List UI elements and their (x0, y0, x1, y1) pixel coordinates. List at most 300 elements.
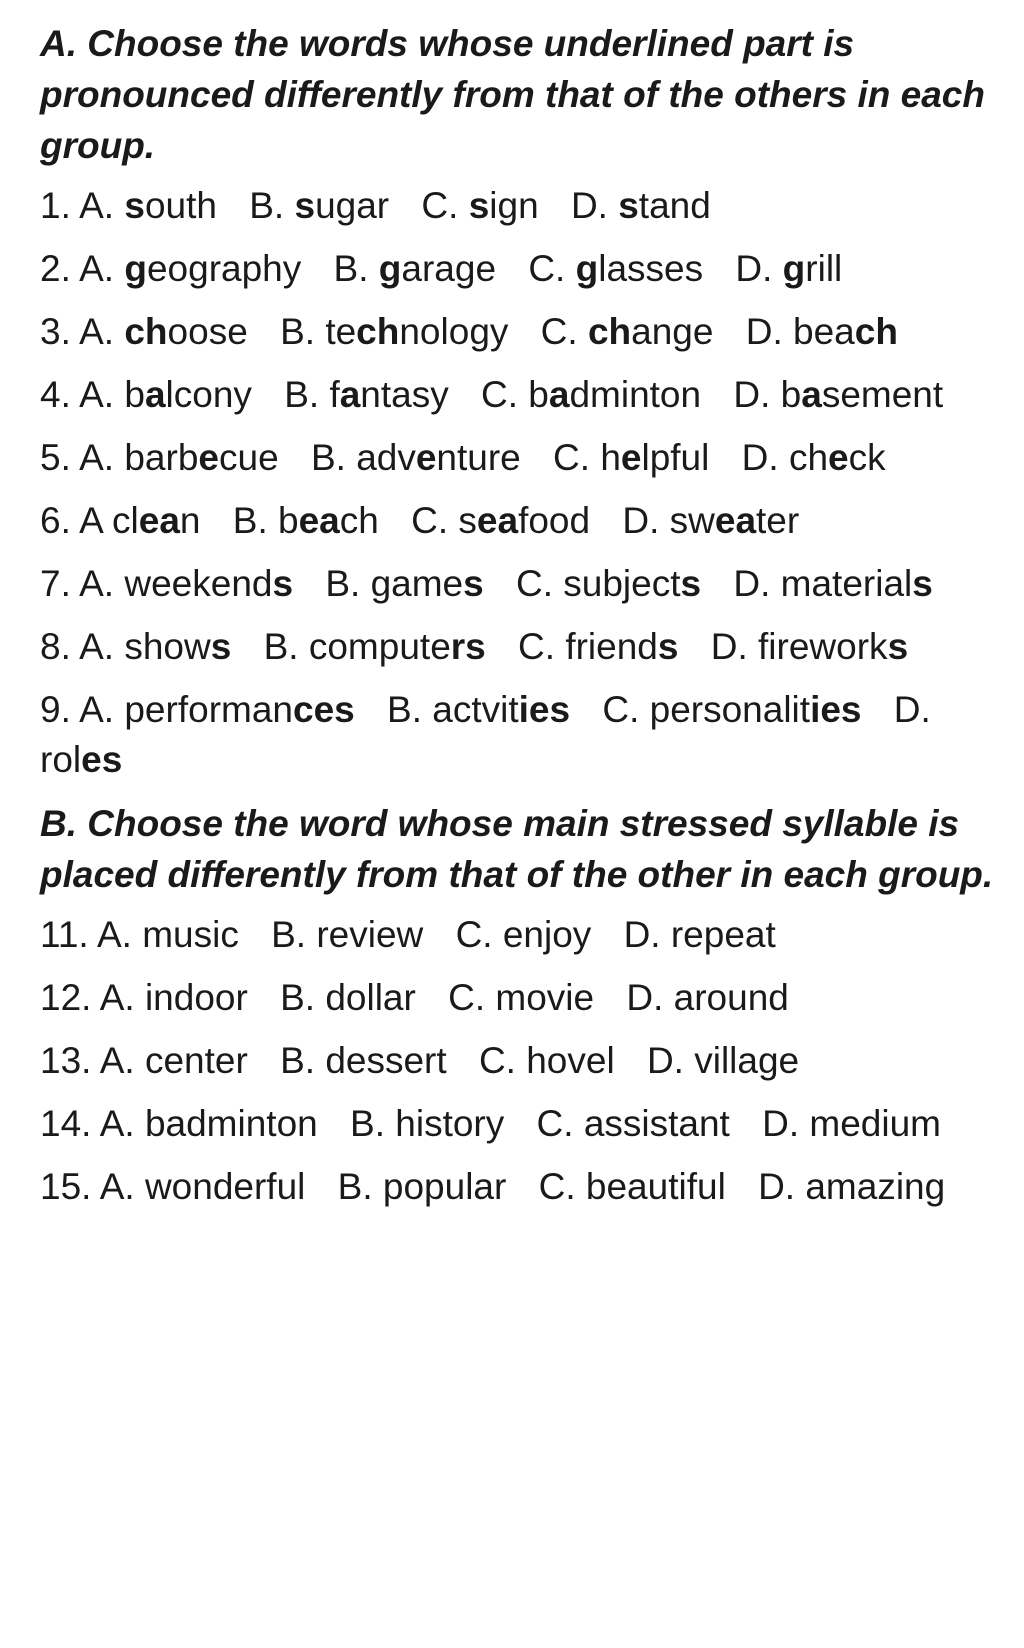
highlighted-letters: ea (476, 500, 519, 541)
highlighted-letters: ch (356, 311, 400, 352)
option-word (371, 563, 484, 604)
option-word (124, 626, 231, 667)
word-part: amazing (805, 1166, 946, 1207)
answer-option (518, 626, 678, 667)
answer-option (528, 248, 703, 289)
question-item (40, 559, 1000, 609)
option-word (650, 689, 862, 730)
highlighted-letters: a (548, 374, 570, 415)
answer-option (233, 500, 379, 541)
word-part: s (458, 500, 477, 541)
highlighted-letters: s (463, 563, 484, 604)
answer-option (746, 311, 898, 352)
option-letter: D. (893, 689, 931, 730)
option-word (576, 248, 704, 289)
option-word (124, 185, 217, 226)
option-word (793, 311, 898, 352)
highlighted-letters: s (657, 626, 679, 667)
option-word (458, 500, 590, 541)
option-letter: B. (280, 1040, 316, 1081)
question-number: 5. (40, 437, 71, 478)
option-letter: C. (528, 248, 566, 289)
section-a-questions (40, 181, 1000, 785)
option-letter: D. (733, 374, 771, 415)
highlighted-letters: ea (298, 500, 340, 541)
word-part: dminton (569, 374, 702, 415)
highlighted-letters: rs (450, 626, 486, 667)
word-part: ange (631, 311, 714, 352)
word-part: ugar (315, 185, 390, 226)
option-letter: A. (79, 185, 115, 226)
option-word (325, 1040, 446, 1081)
answer-option (79, 563, 293, 604)
question-item (40, 1099, 1000, 1149)
option-word (124, 311, 247, 352)
option-letter: A. (96, 914, 132, 955)
highlighted-letters: e (620, 437, 642, 478)
word-part: village (694, 1040, 800, 1081)
answer-option (79, 500, 200, 541)
option-letter: C. (481, 374, 519, 415)
answer-option (338, 1166, 507, 1207)
option-letter: A. (79, 437, 115, 478)
option-letter: D. (762, 1103, 800, 1144)
highlighted-letters: ea (138, 500, 180, 541)
option-letter: D. (745, 311, 783, 352)
word-part: bea (793, 311, 855, 352)
highlighted-letters: s (468, 185, 490, 226)
option-word (145, 1040, 248, 1081)
highlighted-letters: e (828, 437, 849, 478)
option-letter: C. (553, 437, 591, 478)
answer-option (249, 185, 389, 226)
answer-option (79, 437, 279, 478)
question-item (40, 910, 1000, 960)
option-word (495, 977, 594, 1018)
question-number: 4. (40, 374, 71, 415)
question-number: 9. (40, 689, 71, 730)
word-part: nology (399, 311, 509, 352)
word-part: b (124, 374, 145, 415)
option-letter: C. (516, 563, 553, 604)
word-part: rol (40, 739, 82, 780)
answer-option (711, 626, 908, 667)
highlighted-letters: g (378, 248, 402, 289)
question-item (40, 181, 1000, 231)
highlighted-letters: s (124, 185, 145, 226)
answer-option (79, 374, 252, 415)
answer-option (602, 689, 861, 730)
word-part: beautiful (585, 1166, 726, 1207)
answer-option (571, 185, 711, 226)
option-letter: A. (79, 311, 115, 352)
answer-option (516, 563, 701, 604)
question-item (40, 622, 1000, 672)
word-part: b (780, 374, 802, 415)
option-letter: C. (602, 689, 640, 730)
option-letter: C. (478, 1040, 516, 1081)
highlighted-letters: g (575, 248, 599, 289)
answer-option (411, 500, 590, 541)
question-number: 13. (40, 1040, 92, 1081)
highlighted-letters: g (124, 248, 147, 289)
word-part: performan (124, 689, 293, 730)
answer-option (280, 977, 416, 1018)
option-letter: A. (79, 374, 115, 415)
word-part: ntasy (360, 374, 449, 415)
option-letter: D. (735, 248, 773, 289)
option-word (145, 1103, 318, 1144)
highlighted-letters: ea (714, 500, 757, 541)
question-item (40, 433, 1000, 483)
option-word (781, 563, 933, 604)
question-item (40, 370, 1000, 420)
word-part: adv (356, 437, 416, 478)
question-item (40, 685, 1000, 785)
word-part: b (528, 374, 549, 415)
word-part: popular (382, 1166, 507, 1207)
answer-option (284, 374, 449, 415)
option-word (563, 563, 701, 604)
option-letter: D. (741, 437, 779, 478)
question-number: 2. (40, 248, 71, 289)
option-letter: A. (79, 248, 115, 289)
word-part: hovel (526, 1040, 615, 1081)
option-letter: A. (99, 977, 135, 1018)
word-part: center (144, 1040, 248, 1081)
option-word (758, 626, 908, 667)
word-part: tand (638, 185, 711, 226)
question-number: 3. (40, 311, 71, 352)
option-word (124, 248, 301, 289)
question-item (40, 244, 1000, 294)
highlighted-letters: e (415, 437, 437, 478)
option-word (600, 437, 709, 478)
answer-option (626, 977, 789, 1018)
word-part: review (316, 914, 424, 955)
answer-option (100, 1103, 318, 1144)
option-letter: D. (710, 626, 748, 667)
option-letter: B. (271, 914, 307, 955)
option-word (618, 185, 711, 226)
word-part: barb (124, 437, 199, 478)
answer-option (79, 626, 231, 667)
word-part: material (780, 563, 913, 604)
option-letter: D. (758, 1166, 796, 1207)
answer-option (758, 1166, 945, 1207)
option-word (781, 374, 944, 415)
option-letter: C. (411, 500, 449, 541)
word-part: ch (788, 437, 829, 478)
word-part: lpful (641, 437, 710, 478)
option-word (588, 311, 714, 352)
option-letter: B. (280, 977, 316, 1018)
question-number: 14. (40, 1103, 92, 1144)
option-letter: D. (622, 500, 660, 541)
section-b-questions (40, 910, 1000, 1212)
highlighted-letters: s (912, 563, 933, 604)
question-item (40, 1036, 1000, 1086)
word-part: lasses (598, 248, 704, 289)
question-number: 12. (40, 977, 92, 1018)
word-part: sement (821, 374, 944, 415)
answer-option (762, 1103, 941, 1144)
answer-option (311, 437, 521, 478)
highlighted-letters: es (81, 739, 123, 780)
answer-option (622, 500, 799, 541)
answer-option (481, 374, 701, 415)
section-a-heading: A. Choose the words whose underlined part is pronounced differently from that of the others in each group. (40, 23, 985, 166)
word-part: dessert (325, 1040, 447, 1081)
word-part: cue (219, 437, 279, 478)
question-number: 7. (40, 563, 71, 604)
word-part: assistant (583, 1103, 730, 1144)
answer-option (448, 977, 594, 1018)
word-part: sw (669, 500, 715, 541)
option-word (329, 374, 448, 415)
word-part: history (395, 1103, 505, 1144)
option-word (142, 914, 239, 955)
option-word (805, 1166, 945, 1207)
word-part: personalit (649, 689, 811, 730)
answer-option (97, 914, 239, 955)
word-part: b (278, 500, 299, 541)
answer-option (271, 914, 423, 955)
option-word (526, 1040, 614, 1081)
option-word (145, 977, 248, 1018)
option-letter: C. (540, 311, 578, 352)
word-part: indoor (144, 977, 248, 1018)
answer-option (100, 1040, 248, 1081)
word-part: lcony (165, 374, 252, 415)
highlighted-letters: ces (293, 689, 355, 730)
option-letter: A. (79, 689, 115, 730)
highlighted-letters: e (198, 437, 219, 478)
word-part: te (325, 311, 357, 352)
word-part: medium (809, 1103, 941, 1144)
answer-option (742, 437, 886, 478)
answer-option (735, 248, 842, 289)
word-part: n (179, 500, 201, 541)
answer-option (624, 914, 776, 955)
highlighted-letters: s (887, 626, 909, 667)
option-letter: D. (623, 914, 661, 955)
option-word (671, 914, 776, 955)
option-word (789, 437, 886, 478)
word-part: ch (339, 500, 379, 541)
highlighted-letters: a (339, 374, 361, 415)
option-letter: B. (249, 185, 285, 226)
highlighted-letters: s (294, 185, 316, 226)
answer-option (79, 248, 301, 289)
option-word (674, 977, 789, 1018)
option-word (294, 185, 389, 226)
option-letter: B. (333, 248, 369, 289)
worksheet (40, 18, 1000, 1225)
option-word (670, 500, 800, 541)
option-word (395, 1103, 504, 1144)
highlighted-letters: a (144, 374, 166, 415)
option-letter: A. (99, 1040, 135, 1081)
option-letter: D. (626, 977, 664, 1018)
option-word (783, 248, 843, 289)
option-word (278, 500, 379, 541)
option-word (469, 185, 539, 226)
answer-option (100, 977, 248, 1018)
question-item (40, 307, 1000, 357)
option-letter: C. (536, 1103, 574, 1144)
option-letter: A. (99, 1166, 135, 1207)
answer-option (79, 311, 248, 352)
option-letter: B. (350, 1103, 385, 1144)
option-word (356, 437, 521, 478)
question-number: 11. (40, 914, 89, 955)
answer-option (264, 626, 486, 667)
option-letter: C. (455, 914, 493, 955)
option-letter: D. (570, 185, 608, 226)
word-part: around (673, 977, 789, 1018)
word-part: wonderful (144, 1166, 306, 1207)
option-letter: B. (310, 437, 346, 478)
highlighted-letters: g (782, 248, 806, 289)
answer-option (537, 1103, 730, 1144)
highlighted-letters: s (618, 185, 639, 226)
option-letter: A. (99, 1103, 135, 1144)
option-letter: A (79, 500, 102, 541)
highlighted-letters: a (801, 374, 822, 415)
option-letter: D. (646, 1040, 684, 1081)
word-part: h (600, 437, 621, 478)
answer-option (280, 1040, 447, 1081)
option-word (325, 977, 416, 1018)
word-part: food (518, 500, 591, 541)
option-letter: D. (733, 563, 771, 604)
answer-option (100, 1166, 306, 1207)
option-letter: A. (79, 563, 115, 604)
answer-option (334, 248, 497, 289)
word-part: eography (146, 248, 302, 289)
answer-option (553, 437, 709, 478)
word-part: f (329, 374, 340, 415)
highlighted-letters: s (210, 626, 232, 667)
answer-option (280, 311, 508, 352)
option-letter: B. (263, 626, 299, 667)
option-letter: B. (387, 689, 422, 730)
highlighted-letters: s (680, 563, 702, 604)
answer-option (539, 1166, 726, 1207)
option-word (316, 914, 423, 955)
option-word (432, 689, 570, 730)
option-word (528, 374, 701, 415)
word-part: movie (495, 977, 595, 1018)
word-part: nture (436, 437, 521, 478)
word-part: ck (848, 437, 886, 478)
option-word (124, 689, 354, 730)
question-item (40, 1162, 1000, 1212)
word-part: cl (112, 500, 139, 541)
option-word (565, 626, 678, 667)
option-letter: B. (280, 311, 316, 352)
highlighted-letters: s (272, 563, 294, 604)
word-part: music (142, 914, 239, 955)
option-letter: B. (284, 374, 320, 415)
highlighted-letters: ch (854, 311, 898, 352)
option-word (325, 311, 508, 352)
question-item (40, 973, 1000, 1023)
option-letter: C. (421, 185, 459, 226)
option-word (586, 1166, 726, 1207)
word-part: badminton (144, 1103, 318, 1144)
option-letter: A. (79, 626, 115, 667)
word-part: arage (401, 248, 497, 289)
highlighted-letters: ies (518, 689, 571, 730)
word-part: firework (758, 626, 888, 667)
word-part: weekend (124, 563, 273, 604)
word-part: outh (144, 185, 217, 226)
option-word (124, 437, 278, 478)
word-part: ter (756, 500, 800, 541)
highlighted-letters: ies (810, 689, 862, 730)
word-part: actvit (432, 689, 519, 730)
option-word (124, 563, 293, 604)
answer-option (79, 689, 355, 730)
answer-option (350, 1103, 504, 1144)
option-word (145, 1166, 305, 1207)
word-part: subject (563, 563, 681, 604)
option-letter: B. (325, 563, 361, 604)
answer-option (79, 185, 217, 226)
answer-option (733, 374, 943, 415)
option-letter: B. (337, 1166, 373, 1207)
question-number: 8. (40, 626, 71, 667)
answer-option (387, 689, 570, 730)
word-part: oose (167, 311, 248, 352)
highlighted-letters: ch (587, 311, 632, 352)
answer-option (421, 185, 538, 226)
option-word (584, 1103, 730, 1144)
question-item (40, 496, 1000, 546)
option-word (40, 739, 122, 780)
answer-option (456, 914, 592, 955)
answer-option (325, 563, 483, 604)
word-part: show (124, 626, 211, 667)
word-part: dollar (325, 977, 416, 1018)
option-word (503, 914, 591, 955)
question-number: 15. (40, 1166, 92, 1207)
option-word (309, 626, 486, 667)
option-letter: C. (448, 977, 486, 1018)
answer-option (647, 1040, 799, 1081)
word-part: repeat (670, 914, 776, 955)
option-word (383, 1166, 506, 1207)
option-word (124, 374, 252, 415)
question-number: 1. (40, 185, 71, 226)
section-b-heading: B. Choose the word whose main stressed syllable is placed differently from that of the other in each group. (40, 803, 994, 895)
word-part: game (370, 563, 464, 604)
question-number: 6. (40, 500, 71, 541)
highlighted-letters: ch (124, 311, 168, 352)
option-letter: B. (232, 500, 268, 541)
option-letter: C. (538, 1166, 576, 1207)
word-part: enjoy (502, 914, 592, 955)
answer-option (479, 1040, 615, 1081)
option-word (694, 1040, 799, 1081)
answer-option (733, 563, 932, 604)
word-part: ign (489, 185, 539, 226)
option-word (112, 500, 200, 541)
option-word (809, 1103, 941, 1144)
word-part: friend (565, 626, 658, 667)
